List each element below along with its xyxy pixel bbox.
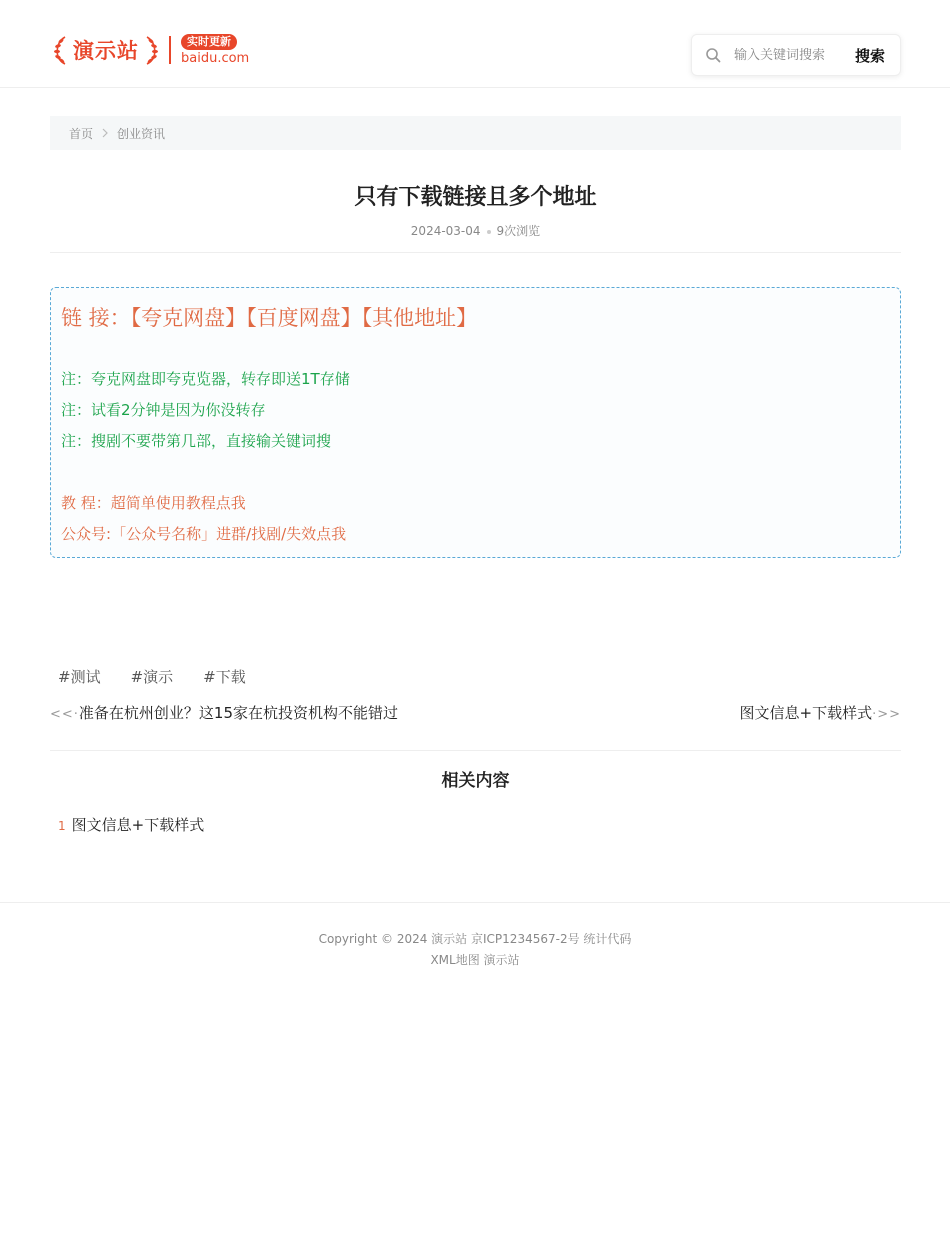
logo-domain: baidu.com	[181, 50, 250, 66]
wechat-link[interactable]: 「公众号名称」进群/找剧/失效点我	[111, 525, 347, 543]
logo-name: 演示站	[73, 39, 139, 63]
prev-article-link[interactable]: 准备在杭州创业？这15家在杭投资机构不能错过	[78, 704, 399, 722]
site-logo[interactable]	[52, 32, 249, 68]
breadcrumb-category[interactable]: 创业资讯	[117, 126, 166, 141]
note-line-1: 注：夸克网盘即夸克览器，转存即送1T存储	[61, 370, 350, 388]
search-box	[691, 34, 901, 76]
article-meta	[50, 222, 901, 239]
wechat-line	[61, 523, 346, 544]
related-divider	[50, 750, 901, 751]
download-box	[50, 287, 901, 558]
header-divider	[50, 252, 901, 253]
related-item-number: 1	[58, 819, 66, 833]
logo-name-group	[52, 35, 160, 65]
logo-right	[181, 34, 249, 67]
next-article	[740, 702, 902, 723]
breadcrumb-home[interactable]: 首页	[69, 126, 94, 141]
search-button[interactable]: 搜索	[854, 46, 885, 65]
related-title: 相关内容	[441, 771, 510, 791]
tutorial-link[interactable]: 超简单使用教程点我	[110, 494, 246, 512]
prev-article	[50, 702, 398, 723]
tag-test[interactable]: #测试	[58, 668, 101, 686]
tag-download[interactable]: #下载	[203, 668, 246, 686]
wechat-label: 公众号:	[61, 525, 112, 543]
note-line-2: 注：试看2分钟是因为你没转存	[61, 401, 266, 419]
prev-arrow: <<·	[50, 707, 79, 722]
related-list-item	[58, 814, 204, 835]
tag-demo[interactable]: #演示	[130, 668, 174, 686]
footer-divider	[0, 902, 950, 903]
breadcrumb	[50, 116, 901, 150]
download-links	[61, 302, 477, 332]
next-article-link[interactable]: 图文信息+下载样式	[739, 704, 873, 722]
footer-copyright-line	[0, 930, 950, 947]
logo-badge: 实时更新	[181, 34, 237, 50]
meta-separator	[487, 230, 491, 234]
footer-icp-link[interactable]: 京ICP1234567-2号	[471, 932, 580, 946]
tutorial-label: 教 程：	[61, 494, 111, 512]
chevron-right-icon	[99, 127, 111, 139]
related-item-link[interactable]: 图文信息+下载样式	[71, 816, 205, 834]
article-title: 只有下载链接且多个地址	[354, 185, 597, 210]
tutorial-line	[61, 492, 246, 513]
footer-stats: 统计代码	[583, 932, 632, 946]
prev-next-nav	[50, 702, 901, 724]
article-date: 2024-03-04	[410, 224, 481, 238]
article-views: 9次浏览	[496, 224, 541, 238]
footer-site-link[interactable]: 演示站	[483, 953, 520, 967]
footer-copyright: Copyright © 2024 演示站	[318, 932, 468, 946]
baidu-pan-link[interactable]: 【百度网盘】	[246, 306, 362, 330]
laurel-right-icon	[142, 35, 160, 65]
site-header	[0, 0, 950, 88]
laurel-left-icon	[52, 35, 70, 65]
search-icon	[705, 47, 721, 63]
next-arrow: ·>>	[872, 707, 901, 722]
quark-pan-link[interactable]: 【夸克网盘】	[130, 306, 247, 330]
tag-list	[58, 666, 276, 687]
footer-sitemap-link[interactable]: XML地图	[430, 953, 480, 967]
other-address-link[interactable]: 【其他地址】	[361, 306, 478, 330]
note-line-3: 注：搜剧不要带第几部，直接输关键词搜	[61, 432, 332, 450]
download-link-label: 链 接：	[61, 306, 131, 330]
logo-divider	[169, 36, 171, 64]
footer-links-line	[0, 951, 950, 968]
search-input[interactable]	[734, 48, 834, 63]
